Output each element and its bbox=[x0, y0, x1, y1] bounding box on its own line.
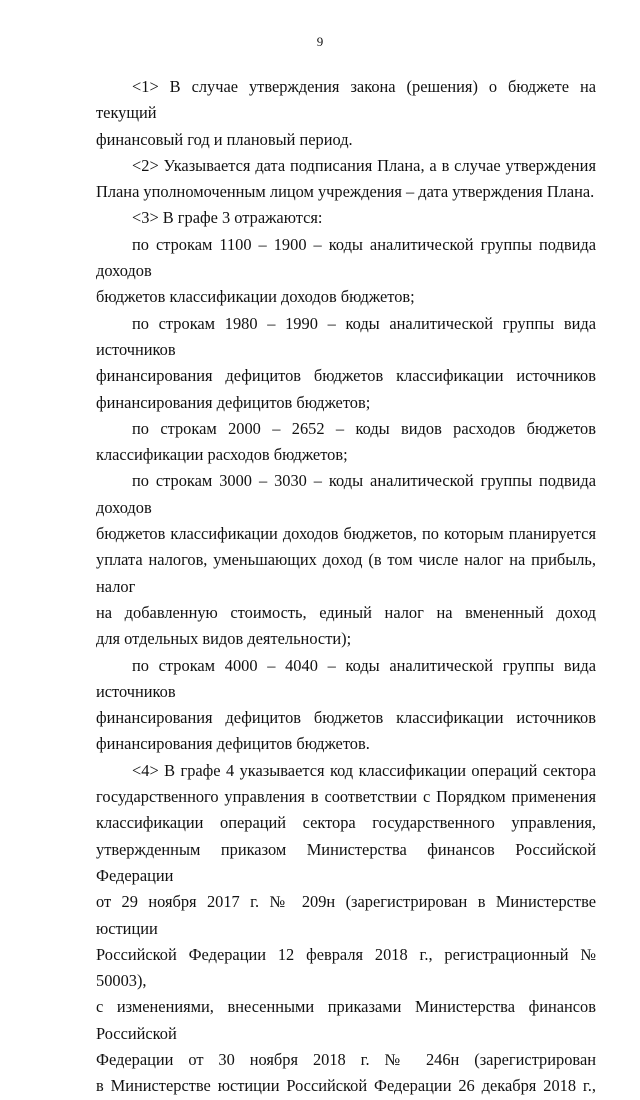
text-line: в Министерстве юстиции Российской Федерации 26 декабря 2018 г., bbox=[96, 1076, 596, 1096]
text-line: <4> В графе 4 указывается код классификации операций сектора bbox=[132, 760, 596, 780]
text-line: Плана уполномоченным лицом учреждения – дата утверждения Плана. bbox=[96, 182, 595, 202]
text-line: бюджетов классификации доходов бюджетов; bbox=[96, 287, 415, 307]
text-line: финансирования дефицитов бюджетов. bbox=[96, 734, 370, 754]
text-line: по строкам 2000 – 2652 – коды видов расходов бюджетов bbox=[132, 418, 596, 438]
text-line: для отдельных видов деятельности); bbox=[96, 629, 352, 649]
text-line: на добавленную стоимость, единый налог на вмененный доход bbox=[96, 602, 596, 622]
text-line: государственного управления в соответствии с Порядком применения bbox=[96, 787, 596, 807]
text-line: <2> Указывается дата подписания Плана, а в случае утверждения bbox=[132, 155, 596, 175]
text-line: финансирования дефицитов бюджетов; bbox=[96, 392, 371, 412]
text-line: бюджетов классификации доходов бюджетов, по которым планируется bbox=[96, 524, 596, 544]
document-body bbox=[96, 74, 596, 1100]
text-line: классификации расходов бюджетов; bbox=[96, 445, 348, 465]
text-line: от 29 ноября 2017 г. № 209н (зарегистрирован в Министерстве юстиции bbox=[96, 892, 596, 938]
text-line: утвержденным приказом Министерства финансов Российской Федерации bbox=[96, 839, 596, 885]
text-line: по строкам 3000 – 3030 – коды аналитической группы подвида доходов bbox=[96, 471, 596, 517]
text-line: уплата налогов, уменьшающих доход (в том числе налог на прибыль, налог bbox=[96, 550, 596, 596]
text-line: по строкам 1100 – 1900 – коды аналитической группы подвида доходов bbox=[96, 234, 596, 281]
page-number: 9 bbox=[316, 34, 324, 49]
text-line: финансирования дефицитов бюджетов классификации источников bbox=[96, 366, 596, 386]
text-line: по строкам 4000 – 4040 – коды аналитической группы вида источников bbox=[96, 655, 596, 701]
text-line: Российской Федерации 12 февраля 2018 г., регистрационный № 50003), bbox=[96, 944, 596, 991]
text-line: финансовый год и плановый период. bbox=[96, 129, 353, 149]
text-line: с изменениями, внесенными приказами Министерства финансов Российской bbox=[96, 997, 596, 1043]
text-line: финансирования дефицитов бюджетов классификации источников bbox=[96, 708, 596, 728]
text-line: классификации операций сектора государственного управления, bbox=[96, 813, 596, 833]
text-line: <1> В случае утверждения закона (решения) о бюджете на текущий bbox=[96, 77, 596, 123]
text-line: по строкам 1980 – 1990 – коды аналитической группы вида источников bbox=[96, 313, 596, 359]
text-line: Федерации от 30 ноября 2018 г. № 246н (зарегистрирован bbox=[96, 1049, 596, 1069]
text-line: <3> В графе 3 отражаются: bbox=[132, 208, 323, 228]
